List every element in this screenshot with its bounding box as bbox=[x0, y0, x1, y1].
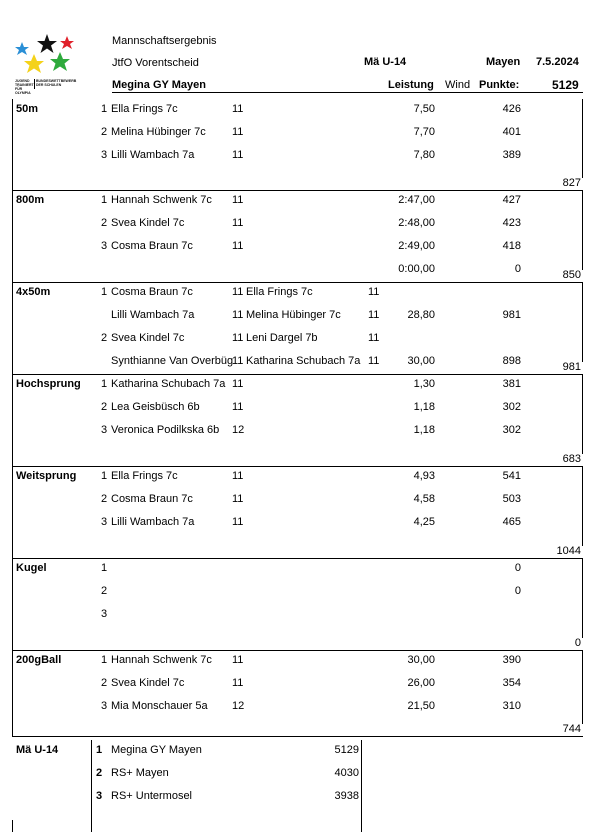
athlete-rank: 3 bbox=[101, 700, 108, 712]
event-border-left bbox=[12, 190, 13, 282]
athlete-age: 11 bbox=[232, 516, 244, 528]
points: 302 bbox=[502, 424, 521, 436]
athlete-age-2: 11 bbox=[368, 332, 380, 344]
athlete-age: 11 bbox=[232, 401, 244, 413]
performance: 4,58 bbox=[413, 493, 435, 505]
points: 389 bbox=[502, 149, 521, 161]
date: 7.5.2024 bbox=[536, 56, 579, 68]
athlete-name: Svea Kindel 7c bbox=[111, 217, 185, 229]
athlete-rank: 2 bbox=[101, 217, 108, 229]
performance: 0:00,00 bbox=[398, 263, 435, 275]
athlete-name: Veronica Podilkska 6b bbox=[111, 424, 220, 436]
doc-type: Mannschaftsergebnis bbox=[112, 35, 217, 47]
athlete-age: 11 bbox=[232, 309, 244, 321]
points: 0 bbox=[514, 263, 521, 275]
performance: 7,50 bbox=[413, 103, 435, 115]
event-border-right bbox=[582, 99, 583, 178]
ranking-team: RS+ Mayen bbox=[111, 767, 169, 779]
ranking-col-line bbox=[91, 740, 92, 832]
athlete-rank: 2 bbox=[101, 493, 108, 505]
event-separator bbox=[12, 374, 583, 375]
athlete-name: Svea Kindel 7c bbox=[111, 677, 185, 689]
event-separator bbox=[12, 558, 583, 559]
event-border-left bbox=[12, 99, 13, 190]
event-border-right bbox=[582, 650, 583, 724]
performance: 4,25 bbox=[413, 516, 435, 528]
athlete-age: 11 bbox=[232, 103, 244, 115]
event-separator bbox=[12, 282, 583, 283]
ranking-class: Mä U-14 bbox=[16, 744, 59, 756]
athlete-age: 11 bbox=[232, 332, 244, 344]
points: 898 bbox=[502, 355, 521, 367]
athlete-age: 11 bbox=[232, 126, 244, 138]
athlete-name: Synthianne Van Overbüg bbox=[111, 355, 234, 367]
event-border-right bbox=[582, 558, 583, 638]
competition-name: JtfO Vorentscheid bbox=[112, 57, 199, 69]
points: 981 bbox=[502, 309, 521, 321]
performance: 1,30 bbox=[413, 378, 435, 390]
performance: 21,50 bbox=[407, 700, 435, 712]
performance: 1,18 bbox=[413, 424, 435, 436]
points: 390 bbox=[502, 654, 521, 666]
athlete-rank: 3 bbox=[101, 516, 108, 528]
ranking-points: 5129 bbox=[334, 744, 359, 756]
team-name: Megina GY Mayen bbox=[112, 79, 206, 91]
athlete-age: 12 bbox=[232, 424, 245, 436]
ranking-points: 4030 bbox=[334, 767, 359, 779]
athlete-name: Hannah Schwenk 7c bbox=[111, 194, 212, 206]
athlete-rank: 1 bbox=[101, 103, 108, 115]
performance: 26,00 bbox=[407, 677, 435, 689]
event-name: Weitsprung bbox=[16, 470, 77, 482]
ranking-col-line bbox=[12, 820, 13, 832]
points: 465 bbox=[502, 516, 521, 528]
athlete-age: 11 bbox=[232, 217, 244, 229]
athlete-age: 11 bbox=[232, 194, 244, 206]
performance: 7,80 bbox=[413, 149, 435, 161]
athlete-rank: 1 bbox=[101, 562, 108, 574]
event-border-left bbox=[12, 650, 13, 736]
athlete-age: 11 bbox=[232, 378, 244, 390]
performance: 4,93 bbox=[413, 470, 435, 482]
athlete-age: 11 bbox=[232, 654, 244, 666]
athlete-age: 11 bbox=[232, 355, 244, 367]
ranking-team: RS+ Untermosel bbox=[111, 790, 193, 802]
ranking-points: 3938 bbox=[334, 790, 359, 802]
jtfo-logo bbox=[12, 30, 82, 96]
athlete-name: Mia Monschauer 5a bbox=[111, 700, 208, 712]
performance: 2:48,00 bbox=[398, 217, 435, 229]
event-separator bbox=[12, 736, 583, 737]
event-total: 0 bbox=[574, 637, 581, 649]
athlete-age-2: 11 bbox=[368, 286, 380, 298]
event-name: Kugel bbox=[16, 562, 47, 574]
athlete-rank: 3 bbox=[101, 240, 108, 252]
points: 503 bbox=[502, 493, 521, 505]
athlete-rank: 3 bbox=[101, 149, 108, 161]
event-name: 50m bbox=[16, 103, 39, 115]
event-total: 744 bbox=[562, 723, 581, 735]
points: 427 bbox=[502, 194, 521, 206]
performance: 7,70 bbox=[413, 126, 435, 138]
athlete-age: 11 bbox=[232, 286, 244, 298]
points: 381 bbox=[502, 378, 521, 390]
athlete-name: Lilli Wambach 7a bbox=[111, 309, 195, 321]
performance: 2:47,00 bbox=[398, 194, 435, 206]
event-border-left bbox=[12, 558, 13, 650]
event-name: 200gBall bbox=[16, 654, 62, 666]
athlete-name: Svea Kindel 7c bbox=[111, 332, 185, 344]
athlete-name-2: Melina Hübinger 7c bbox=[246, 309, 341, 321]
event-border-left bbox=[12, 466, 13, 558]
event-total: 827 bbox=[562, 177, 581, 189]
athlete-name: Katharina Schubach 7a bbox=[111, 378, 226, 390]
ranking-team: Megina GY Mayen bbox=[111, 744, 202, 756]
athlete-rank: 1 bbox=[101, 286, 108, 298]
athlete-name: Hannah Schwenk 7c bbox=[111, 654, 212, 666]
points: 541 bbox=[502, 470, 521, 482]
event-total: 683 bbox=[562, 453, 581, 465]
athlete-rank: 1 bbox=[101, 654, 108, 666]
ranking-position: 1 bbox=[96, 744, 103, 756]
col-leistung: Leistung bbox=[388, 79, 434, 91]
event-border-right bbox=[582, 374, 583, 454]
event-total: 981 bbox=[562, 361, 581, 373]
athlete-name: Lilli Wambach 7a bbox=[111, 149, 195, 161]
age-class: Mä U-14 bbox=[364, 56, 407, 68]
venue: Mayen bbox=[486, 56, 521, 68]
points: 354 bbox=[502, 677, 521, 689]
athlete-rank: 3 bbox=[101, 424, 108, 436]
event-name: 4x50m bbox=[16, 286, 51, 298]
performance: 30,00 bbox=[407, 355, 435, 367]
col-punkte: Punkte: bbox=[479, 79, 520, 91]
event-separator bbox=[12, 650, 583, 651]
athlete-age: 11 bbox=[232, 493, 244, 505]
logo-text-right: BUNDESWETTBEWERB DER SCHULEN bbox=[36, 79, 77, 87]
athlete-name-2: Ella Frings 7c bbox=[246, 286, 313, 298]
event-border-left bbox=[12, 374, 13, 466]
athlete-age-2: 11 bbox=[368, 355, 380, 367]
performance: 2:49,00 bbox=[398, 240, 435, 252]
athlete-name: Cosma Braun 7c bbox=[111, 286, 193, 298]
performance: 1,18 bbox=[413, 401, 435, 413]
event-border-left bbox=[12, 282, 13, 374]
athlete-rank: 2 bbox=[101, 677, 108, 689]
athlete-age: 11 bbox=[232, 149, 244, 161]
athlete-name-2: Katharina Schubach 7a bbox=[246, 355, 361, 367]
event-border-right bbox=[582, 466, 583, 546]
ranking-position: 3 bbox=[96, 790, 103, 802]
athlete-name: Lea Geisbüsch 6b bbox=[111, 401, 200, 413]
ranking-col-line bbox=[361, 740, 362, 832]
athlete-age: 11 bbox=[232, 470, 244, 482]
points: 401 bbox=[502, 126, 521, 138]
athlete-rank: 2 bbox=[101, 126, 108, 138]
athlete-name: Lilli Wambach 7a bbox=[111, 516, 195, 528]
athlete-rank: 2 bbox=[101, 585, 108, 597]
team-total-points: 5129 bbox=[552, 78, 579, 92]
event-total: 1044 bbox=[556, 545, 581, 557]
event-name: 800m bbox=[16, 194, 45, 206]
event-border-right bbox=[582, 190, 583, 270]
athlete-rank: 1 bbox=[101, 470, 108, 482]
logo-text-left: JUGEND TRAINIERT FÜR OLYMPIA bbox=[15, 79, 34, 95]
athlete-name-2: Leni Dargel 7b bbox=[246, 332, 318, 344]
points: 418 bbox=[502, 240, 521, 252]
points: 423 bbox=[502, 217, 521, 229]
athlete-name: Cosma Braun 7c bbox=[111, 493, 193, 505]
header-rule bbox=[112, 92, 583, 93]
athlete-age-2: 11 bbox=[368, 309, 380, 321]
points: 0 bbox=[514, 562, 521, 574]
athlete-rank: 1 bbox=[101, 194, 108, 206]
col-wind: Wind bbox=[445, 79, 471, 91]
points: 302 bbox=[502, 401, 521, 413]
performance: 28,80 bbox=[407, 309, 435, 321]
event-border-right bbox=[582, 282, 583, 362]
athlete-name: Cosma Braun 7c bbox=[111, 240, 193, 252]
performance: 30,00 bbox=[407, 654, 435, 666]
olympic-stars-icon bbox=[12, 30, 82, 80]
athlete-age: 12 bbox=[232, 700, 245, 712]
athlete-rank: 2 bbox=[101, 401, 108, 413]
athlete-rank: 1 bbox=[101, 378, 108, 390]
ranking-position: 2 bbox=[96, 767, 103, 779]
event-separator bbox=[12, 190, 583, 191]
athlete-rank: 3 bbox=[101, 608, 108, 620]
points: 0 bbox=[514, 585, 521, 597]
event-total: 850 bbox=[562, 269, 581, 281]
event-name: Hochsprung bbox=[16, 378, 81, 390]
athlete-name: Ella Frings 7c bbox=[111, 103, 178, 115]
athlete-rank: 2 bbox=[101, 332, 108, 344]
athlete-age: 11 bbox=[232, 240, 244, 252]
athlete-name: Ella Frings 7c bbox=[111, 470, 178, 482]
points: 426 bbox=[502, 103, 521, 115]
event-separator bbox=[12, 466, 583, 467]
athlete-name: Melina Hübinger 7c bbox=[111, 126, 206, 138]
athlete-age: 11 bbox=[232, 677, 244, 689]
points: 310 bbox=[502, 700, 521, 712]
